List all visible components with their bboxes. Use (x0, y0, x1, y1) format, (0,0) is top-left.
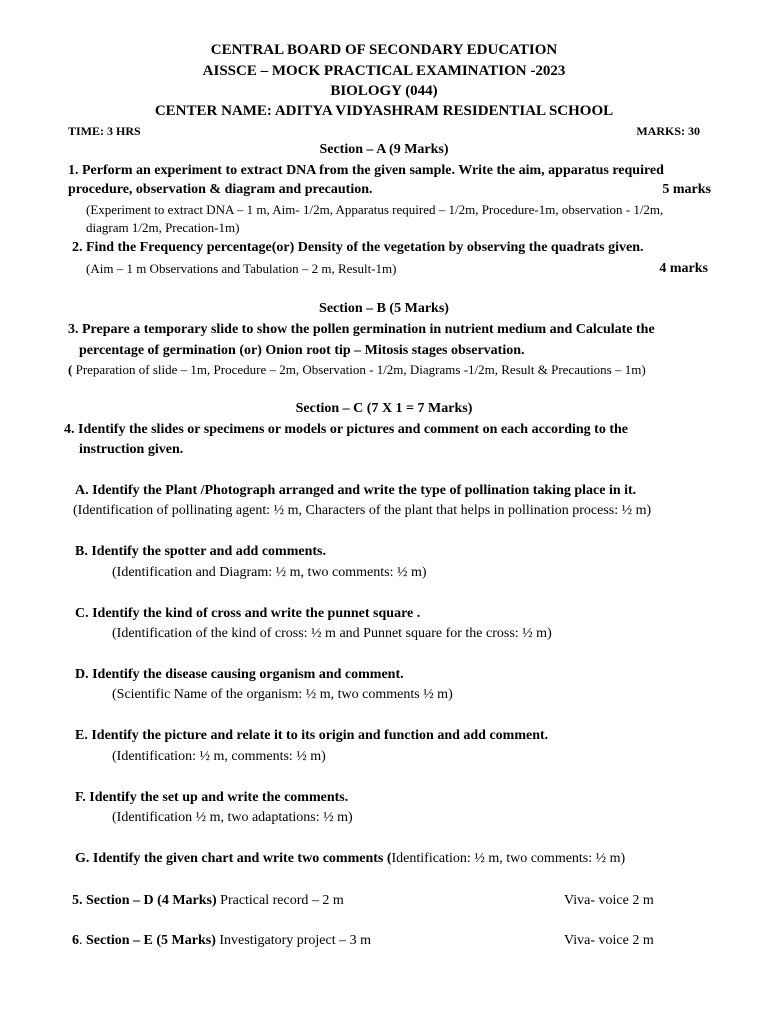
item-b-marks: (Identification and Diagram: ½ m, two comments: ½ m) (112, 565, 427, 580)
q2-text: 2. Find the Frequency percentage(or) Density of the vegetation by observing the quadrats given. (72, 240, 644, 255)
section-e-viva: Viva- voice 2 m (564, 933, 654, 948)
marks-label: MARKS: 30 (636, 124, 700, 138)
section-d-viva: Viva- voice 2 m (564, 893, 654, 908)
q1-breakdown-2: diagram 1/2m, Precation-1m) (86, 220, 240, 235)
q4-line1: 4. Identify the slides or specimens or models or pictures and comment on each according to the (64, 422, 628, 437)
item-d-question: D. Identify the disease causing organism and comment. (75, 667, 404, 682)
item-b-question: B. Identify the spotter and add comments. (75, 544, 326, 559)
q1-marks: 5 marks (662, 182, 711, 197)
section-c-title: Section – C (7 X 1 = 7 Marks) (295, 401, 473, 416)
q1-line1: 1. Perform an experiment to extract DNA from the given sample. Write the aim, apparatus required (68, 163, 664, 178)
item-g-line (75, 850, 625, 868)
section-d-text: Practical record – 2 m (216, 893, 344, 908)
q4-line2: instruction given. (79, 442, 184, 457)
subject-title: BIOLOGY (044) (330, 83, 438, 99)
q1-breakdown-1: (Experiment to extract DNA – 1 m, Aim- 1/2m, Apparatus required – 1/2m, Procedure-1m, observation - 1/2m, (86, 202, 664, 217)
section-a-title: Section – A (9 Marks) (319, 142, 449, 157)
section-e-title: Section – E (5 Marks) (86, 933, 216, 948)
item-a-question: A. Identify the Plant /Photograph arranged and write the type of pollination taking place in it. (75, 483, 637, 498)
q3-line2: percentage of germination (or) Onion root tip – Mitosis stages observation. (79, 343, 525, 358)
item-d-marks: (Scientific Name of the organism: ½ m, two comments ½ m) (112, 687, 453, 702)
item-e-marks: (Identification: ½ m, comments: ½ m) (112, 749, 326, 764)
section-d-title: Section – D (4 Marks) (86, 893, 217, 908)
q3-breakdown: ( Preparation of slide – 1m, Procedure – 2m, Observation - 1/2m, Diagrams -1/2m, Result & Precautions – 1m) (68, 362, 646, 377)
item-g-marks: Identification: ½ m, two comments: ½ m) (391, 851, 626, 866)
q2-marks: 4 marks (659, 261, 708, 276)
item-e-question: E. Identify the picture and relate it to its origin and function and add comment. (75, 728, 549, 743)
time-label: TIME: 3 HRS (68, 124, 141, 138)
item-f-question: F. Identify the set up and write the comments. (75, 790, 349, 805)
section-b-title: Section – B (5 Marks) (319, 301, 449, 316)
section-e-text: Investigatory project – 3 m (215, 933, 372, 948)
section-e-line: 6. Section – E (5 Marks) Investigatory project – 3 m (72, 933, 372, 948)
item-c-question: C. Identify the kind of cross and write the punnet square . (75, 606, 421, 621)
board-title: CENTRAL BOARD OF SECONDARY EDUCATION (210, 42, 558, 58)
exam-title: AISSCE – MOCK PRACTICAL EXAMINATION -2023 (202, 63, 566, 79)
section-d-line: 5. Section – D (4 Marks) Practical record – 2 m (72, 893, 344, 908)
q2-breakdown: (Aim – 1 m Observations and Tabulation – 2 m, Result-1m) (86, 261, 397, 276)
item-f-marks: (Identification ½ m, two adaptations: ½ m) (112, 810, 353, 825)
q3-line1: 3. Prepare a temporary slide to show the pollen germination in nutrient medium and Calculate the (68, 322, 655, 337)
center-name: CENTER NAME: ADITYA VIDYASHRAM RESIDENTIAL SCHOOL (154, 103, 614, 119)
item-c-marks: (Identification of the kind of cross: ½ m and Punnet square for the cross: ½ m) (112, 626, 552, 641)
item-a-marks: (Identification of pollinating agent: ½ m, Characters of the plant that helps in pollination process: ½ m) (73, 503, 652, 518)
item-g-question: G. Identify the given chart and write two comments ( (75, 851, 392, 866)
q1-line2: procedure, observation & diagram and precaution. (68, 182, 373, 197)
